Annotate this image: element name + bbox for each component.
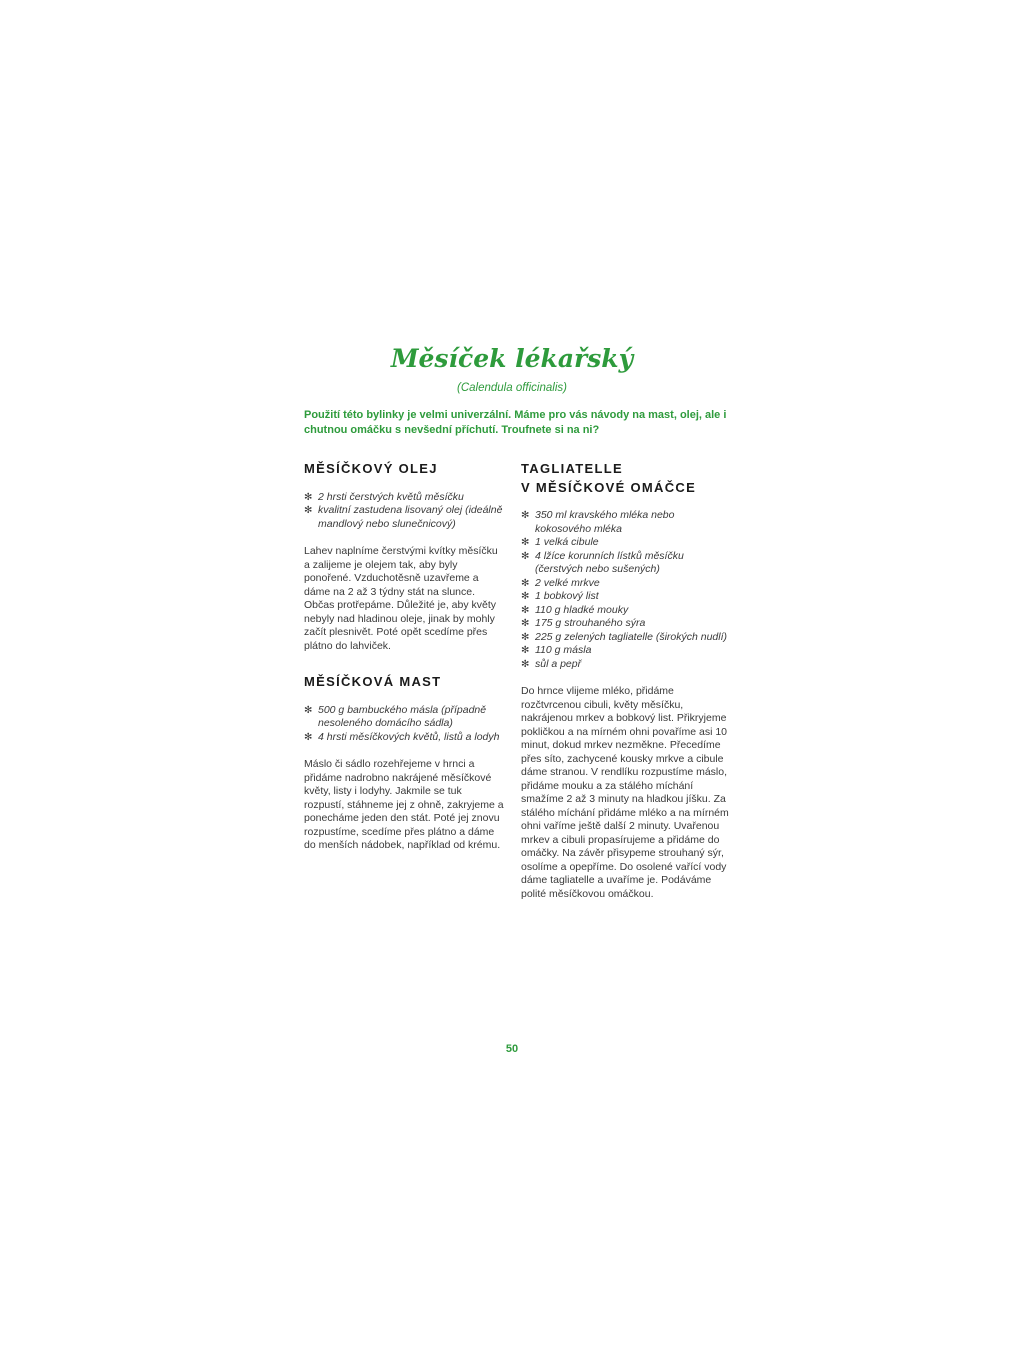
asterisk-icon: ✻ [304,491,313,503]
ingredient-text: sůl a pepř [535,657,582,670]
ointment-instructions: Máslo či sádlo rozehřejeme v hrnci a přidáme nadrobno nakrájené měsíčkové květy, listy i lodyhy. Jakmile se tuk rozpustí, stáhneme jej z ohně, zakryjeme a ponecháme jeden den stát. Poté jej znovu rozpustíme, scedíme přes plátno a dáme do menších nádobek, například od krému. [304,758,504,851]
asterisk-icon: ✻ [521,604,530,616]
list-item [521,550,731,577]
list-item [521,577,731,591]
oil-heading: MĚSÍČKOVÝ OLEJ [304,461,438,476]
list-item [521,536,731,550]
list-item [521,644,731,658]
ingredient-text: 350 ml kravského mléka nebo kokosového mléka [535,509,675,535]
ingredient-text: 225 g zelených tagliatelle (širokých nudlí) [535,630,728,643]
list-item [521,658,731,672]
list-item [521,604,731,618]
list-item [521,509,731,536]
page-number: 50 [505,1043,519,1055]
ingredient-text: 4 lžíce korunních lístků měsíčku (čerstvých nebo sušených) [535,549,684,575]
asterisk-icon: ✻ [521,510,530,521]
asterisk-icon: ✻ [304,505,313,516]
ingredient-text: 1 velká cibule [535,536,599,548]
asterisk-icon: ✻ [521,591,530,602]
list-item [304,504,504,531]
asterisk-icon: ✻ [521,631,530,643]
list-item [304,704,504,731]
right-column [521,460,731,901]
ingredient-text: 2 hrsti čerstvých květů měsíčku [318,490,464,503]
tagliatelle-ingredients [521,509,731,671]
list-item [304,731,504,745]
ingredient-text: kvalitní zastudena lisovaný olej (ideálně mandlový nebo slunečnicový) [318,504,503,530]
page-title: Měsíček lékařský [390,344,634,373]
tagliatelle-instructions: Do hrnce vlijeme mléko, přidáme rozčtvrcenou cibuli, květy měsíčku, nakrájenou mrkev a bobkový list. Přikryjeme pokličkou a na mírném ohni povaříme asi 10 minut, dokud mrkev nezměkne. Přecedíme přes síto, zachycené kousky mrkve a cibule dáme stranou. V rendlíku rozpustíme máslo, přidáme mouku a za stálého míchání smažíme 2 až 3 minuty na hladkou jíšku. Za stálého míchání přidáme mléko a na mírném ohni vaříme ještě další 2 minuty. Uvařenou mrkev a cibuli propasírujeme a přidáme do omáčky. Na závěr přisypeme strouhaný sýr, osolíme a opepříme. Do osolené vařící vody dáme tagliatelle a uvaříme je. Podáváme polité měsíčkovou omáčkou. [521,685,729,900]
asterisk-icon: ✻ [521,550,530,562]
asterisk-icon: ✻ [521,645,530,656]
ingredient-text: 110 g másla [535,644,592,656]
ingredient-text: 175 g strouhaného sýra [535,617,646,629]
list-item [521,617,731,631]
tagliatelle-heading-line1: TAGLIATELLE [521,461,623,476]
asterisk-icon: ✻ [521,537,530,548]
ingredient-text: 2 velké mrkve [535,576,600,589]
ingredient-text: 500 g bambuckého másla (případně nesoleného domácího sádla) [318,703,487,729]
ingredient-text: 110 g hladké mouky [535,603,629,616]
intro-paragraph: Použití této bylinky je velmi univerzální. Máme pro vás návody na mast, olej, ale i chutnou omáčku s nevšední příchutí. Troufnete si na ni? [304,409,727,436]
ingredient-text: 1 bobkový list [535,590,599,602]
tagliatelle-heading [521,460,731,497]
ointment-heading: MĚSÍČKOVÁ MAST [304,674,442,689]
latin-name: (Calendula officinalis) [457,382,567,394]
tagliatelle-heading-line2: V MĚSÍČKOVÉ OMÁČCE [521,479,697,495]
list-item [521,631,731,645]
asterisk-icon: ✻ [521,618,530,629]
oil-instructions: Lahev naplníme čerstvými kvítky měsíčku a zalijeme je olejem tak, aby byly ponořené. Vzduchotěsně uzavřeme a dáme na 2 až 3 týdny stát na slunce. Občas protřepáme. Důležité je, aby květy nebyly nad hladinou oleje, jinak by mohly začít plesnivět. Poté opět scedíme přes plátno do lahviček. [304,545,498,652]
asterisk-icon: ✻ [304,704,313,716]
list-item [521,590,731,604]
ointment-ingredients [304,704,504,745]
ingredient-text: 4 hrsti měsíčkových květů, listů a lodyh [318,730,500,743]
asterisk-icon: ✻ [304,731,313,743]
list-item [304,491,504,505]
oil-ingredients [304,491,504,532]
left-column [304,460,504,853]
asterisk-icon: ✻ [521,577,530,589]
asterisk-icon: ✻ [521,658,530,670]
